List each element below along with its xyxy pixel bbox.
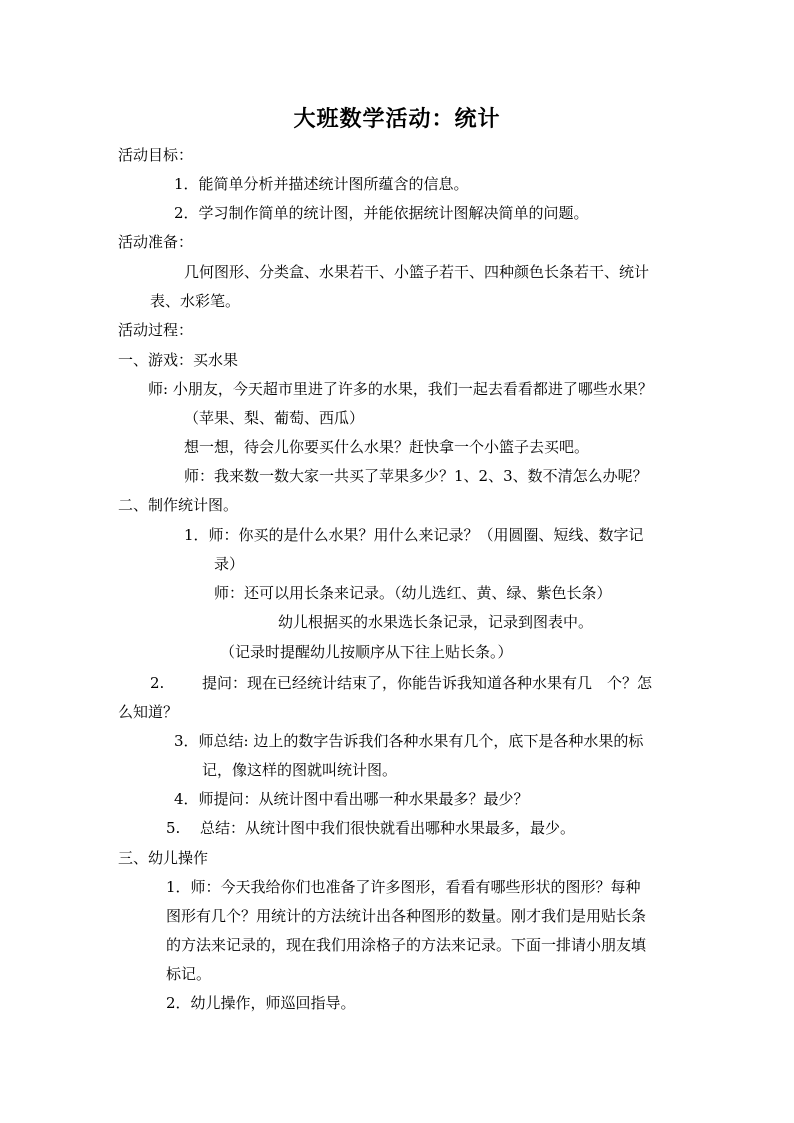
list-number: 2. (150, 674, 165, 692)
paragraph-line: 提问：现在已经统计结束了，你能告诉我知道各种水果有几 个？怎 (202, 674, 653, 692)
document-title: 大班数学活动：统计 (293, 106, 501, 132)
paragraph-line: 师：我来数一数大家一共买了苹果多少？1、2、3、数不清怎么办呢？ (184, 467, 648, 485)
paragraph-line: （记录时提醒幼儿按顺序从下往上贴长条。） (220, 643, 513, 661)
goal-item-2: 2．学习制作简单的统计图，并能依据统计图解决简单的问题。 (174, 204, 589, 222)
paragraph-line: 标记。 (166, 965, 212, 983)
paragraph-line: 记，像这样的图就叫统计图。 (202, 761, 398, 779)
preparation-line-1: 几何图形、分类盒、水果若干、小篮子若干、四种颜色长条若干、统计 (184, 263, 650, 281)
paragraph-line: 么知道？ (118, 703, 179, 721)
paragraph-line: 总结：从统计图中我们很快就看出哪种水果最多，最少。 (200, 819, 576, 837)
section-heading-process: 活动过程： (118, 321, 194, 339)
paragraph-line: 师：还可以用长条来记录。（幼儿选红、黄、绿、紫色长条） (214, 584, 612, 602)
paragraph-line: 1．师：你买的是什么水果？用什么来记录？（用圆圈、短线、数字记 (184, 526, 644, 544)
paragraph-line: 2．幼儿操作，师巡回指导。 (166, 994, 356, 1012)
paragraph-line: 1．师：今天我给你们也准备了许多图形，看看有哪些形状的图形？每种 (166, 878, 641, 896)
paragraph-line: 想一想，待会儿你要买什么水果？赶快拿一个小篮子去买吧。 (184, 438, 590, 456)
paragraph-line: 的方法来记录的，现在我们用涂格子的方法来记录。下面一排请小朋友填 (166, 936, 647, 954)
step-heading-1: 一、游戏：买水果 (118, 351, 239, 369)
section-heading-preparation: 活动准备： (118, 233, 194, 251)
preparation-line-2: 表、水彩笔。 (150, 292, 241, 310)
paragraph-line: 3．师总结: 边上的数字告诉我们各种水果有几个，底下是各种水果的标 (174, 732, 644, 750)
paragraph-line: 4．师提问：从统计图中看出哪一种水果最多？最少？ (174, 790, 529, 808)
step-heading-3: 三、幼儿操作 (118, 849, 209, 867)
paragraph-line: 图形有几个？用统计的方法统计出各种图形的数量。刚才我们是用贴长条 (166, 907, 647, 925)
paragraph-line: （苹果、梨、葡萄、西瓜） (184, 409, 365, 427)
section-heading-goals: 活动目标： (118, 146, 194, 164)
paragraph-line: 幼儿根据买的水果选长条记录，记录到图表中。 (278, 613, 594, 631)
step-heading-2: 二、制作统计图。 (118, 496, 239, 514)
list-number: 5. (166, 819, 181, 837)
paragraph-line: 录） (214, 555, 245, 573)
paragraph-line: 师: 小朋友，今天超市里进了许多的水果，我们一起去看看都进了哪些水果？ (148, 380, 653, 398)
goal-item-1: 1．能简单分析并描述统计图所蕴含的信息。 (174, 175, 469, 193)
